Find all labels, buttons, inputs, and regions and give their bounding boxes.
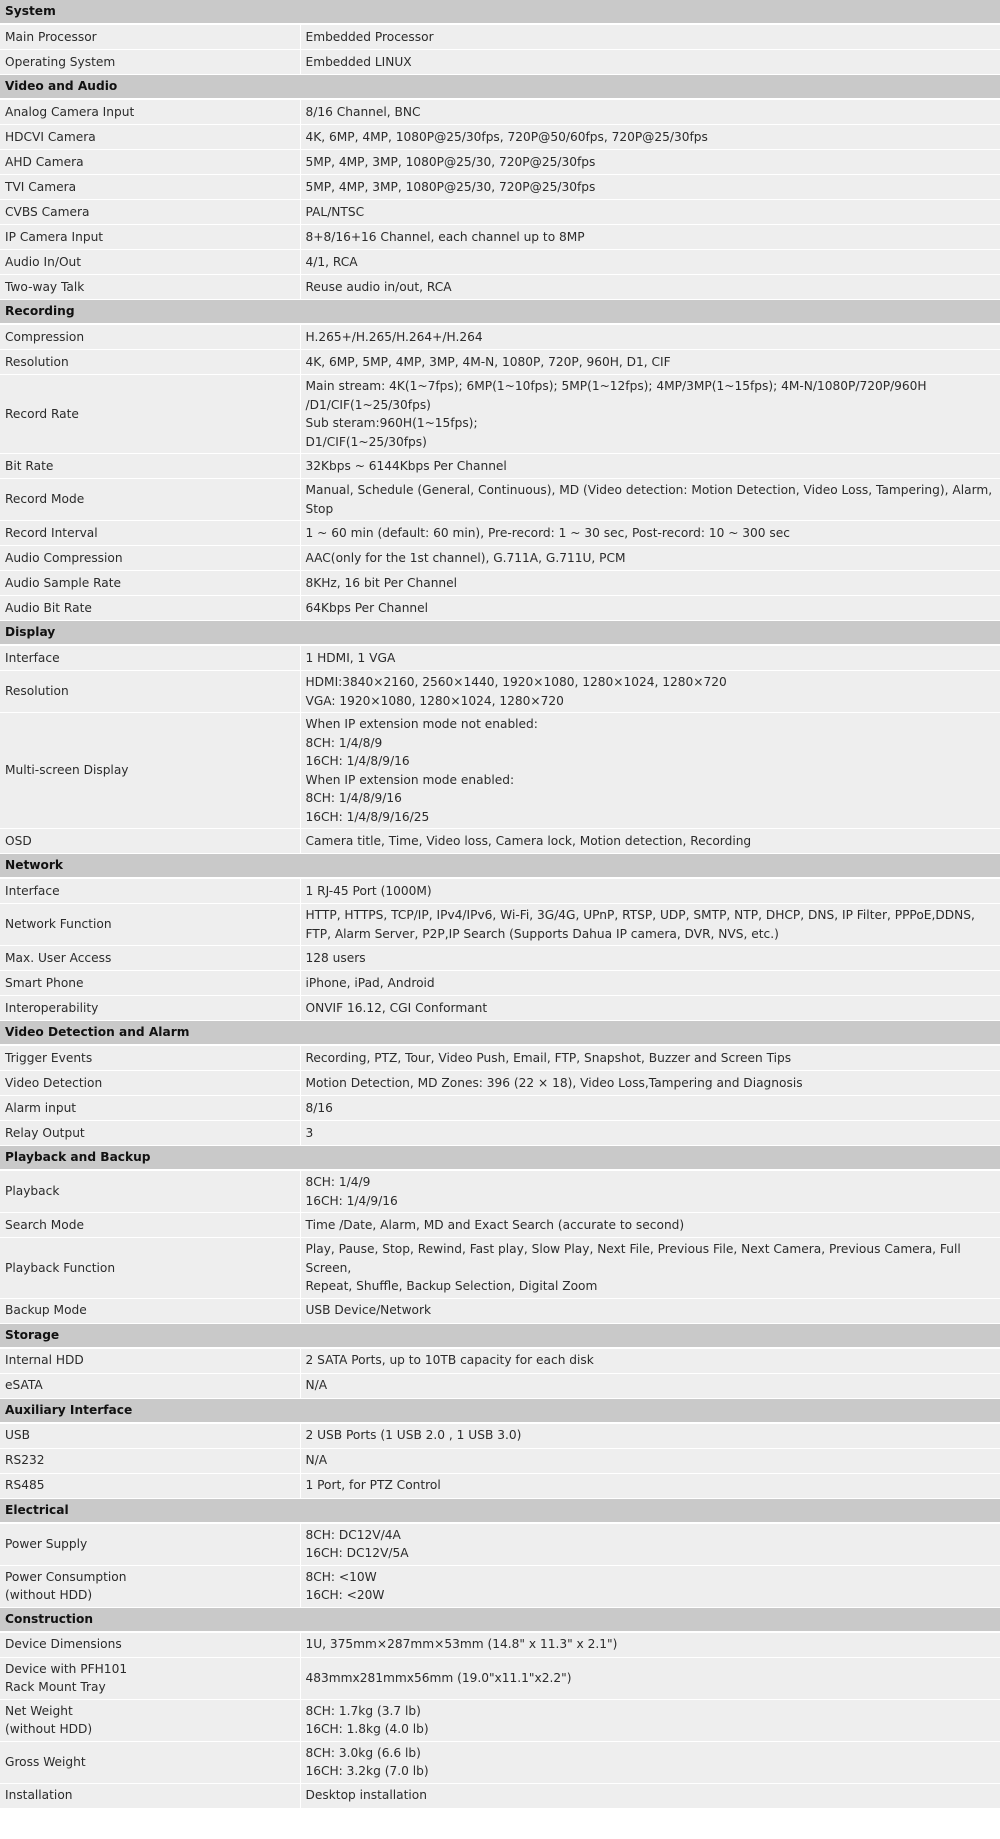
spec-value: AAC(only for the 1st channel), G.711A, G.711U, PCM [300,546,1000,571]
spec-value: Recording, PTZ, Tour, Video Push, Email, FTP, Snapshot, Buzzer and Screen Tips [300,1045,1000,1071]
spec-label: Device Dimensions [0,1632,300,1658]
spec-label: Search Mode [0,1213,300,1238]
spec-label: Device with PFH101 Rack Mount Tray [0,1657,300,1699]
spec-label: AHD Camera [0,150,300,175]
spec-label: Power Supply [0,1523,300,1566]
spec-label: Max. User Access [0,946,300,971]
spec-value: H.265+/H.265/H.264+/H.264 [300,324,1000,350]
spec-value: 8CH: <10W 16CH: <20W [300,1565,1000,1607]
spec-row [0,1170,1000,1213]
spec-value: 8+8/16+16 Channel, each channel up to 8MP [300,225,1000,250]
spec-label: Analog Camera Input [0,99,300,125]
spec-row [0,200,1000,225]
spec-label: Installation [0,1783,300,1808]
spec-label: IP Camera Input [0,225,300,250]
spec-label: Record Interval [0,521,300,546]
spec-label: Operating System [0,50,300,75]
spec-value: PAL/NTSC [300,200,1000,225]
spec-label: HDCVI Camera [0,125,300,150]
spec-label: Backup Mode [0,1298,300,1323]
spec-label: Compression [0,324,300,350]
spec-label: Playback [0,1170,300,1213]
spec-label: Net Weight (without HDD) [0,1699,300,1741]
spec-row [0,324,1000,350]
section-header-video-detection-and-alarm [0,1021,1000,1046]
spec-row [0,1699,1000,1741]
spec-value: 32Kbps ~ 6144Kbps Per Channel [300,454,1000,479]
spec-label: Resolution [0,350,300,375]
section-header-playback-and-backup [0,1146,1000,1171]
spec-row [0,996,1000,1021]
spec-label: Video Detection [0,1071,300,1096]
spec-label: Record Mode [0,479,300,521]
spec-label: Power Consumption (without HDD) [0,1565,300,1607]
spec-row [0,571,1000,596]
spec-value: 1 HDMI, 1 VGA [300,645,1000,671]
spec-value: 8CH: 3.0kg (6.6 lb) 16CH: 3.2kg (7.0 lb) [300,1741,1000,1783]
spec-row [0,1657,1000,1699]
spec-label: Audio In/Out [0,250,300,275]
spec-value: 4K, 6MP, 5MP, 4MP, 3MP, 4M-N, 1080P, 720P, 960H, D1, CIF [300,350,1000,375]
spec-value: Manual, Schedule (General, Continuous), MD (Video detection: Motion Detection, Video Loss, Tampering), Alarm, Stop [300,479,1000,521]
spec-label: Relay Output [0,1121,300,1146]
section-title: Electrical [0,1498,1000,1523]
spec-value: 8CH: 1.7kg (3.7 lb) 16CH: 1.8kg (4.0 lb) [300,1699,1000,1741]
spec-row [0,596,1000,621]
spec-row [0,1298,1000,1323]
spec-label: RS485 [0,1473,300,1498]
spec-value: 1 Port, for PTZ Control [300,1473,1000,1498]
spec-value: N/A [300,1448,1000,1473]
spec-value: 64Kbps Per Channel [300,596,1000,621]
section-title: Construction [0,1607,1000,1632]
spec-row [0,1213,1000,1238]
spec-value: Time /Date, Alarm, MD and Exact Search (accurate to second) [300,1213,1000,1238]
spec-label: eSATA [0,1373,300,1398]
spec-value: 8CH: 1/4/9 16CH: 1/4/9/16 [300,1170,1000,1213]
section-header-auxiliary-interface [0,1398,1000,1423]
section-header-electrical [0,1498,1000,1523]
spec-row [0,24,1000,50]
spec-label: Alarm input [0,1096,300,1121]
spec-row [0,645,1000,671]
spec-value: USB Device/Network [300,1298,1000,1323]
spec-row [0,946,1000,971]
spec-row [0,1096,1000,1121]
spec-label: Playback Function [0,1238,300,1299]
spec-value: 4K, 6MP, 4MP, 1080P@25/30fps, 720P@50/60fps, 720P@25/30fps [300,125,1000,150]
spec-row [0,671,1000,713]
spec-label: Network Function [0,904,300,946]
spec-value: 2 SATA Ports, up to 10TB capacity for each disk [300,1348,1000,1374]
spec-row [0,375,1000,454]
spec-label: Interface [0,645,300,671]
spec-row [0,454,1000,479]
spec-row [0,1632,1000,1658]
spec-row [0,904,1000,946]
spec-value: 4/1, RCA [300,250,1000,275]
spec-value: HDMI:3840×2160, 2560×1440, 1920×1080, 1280×1024, 1280×720 VGA: 1920×1080, 1280×1024, 1280×720 [300,671,1000,713]
spec-label: Trigger Events [0,1045,300,1071]
section-header-network [0,854,1000,879]
spec-value: 483mmx281mmx56mm (19.0"x11.1"x2.2") [300,1657,1000,1699]
spec-value: Motion Detection, MD Zones: 396 (22 × 18), Video Loss,Tampering and Diagnosis [300,1071,1000,1096]
spec-row [0,1448,1000,1473]
spec-value: 1U, 375mm×287mm×53mm (14.8" x 11.3" x 2.1") [300,1632,1000,1658]
spec-value: iPhone, iPad, Android [300,971,1000,996]
spec-label: Interface [0,878,300,904]
spec-row [0,829,1000,854]
spec-label: Resolution [0,671,300,713]
spec-value: 5MP, 4MP, 3MP, 1080P@25/30, 720P@25/30fps [300,175,1000,200]
spec-value: 1 RJ-45 Port (1000M) [300,878,1000,904]
section-header-storage [0,1323,1000,1348]
spec-value: 1 ~ 60 min (default: 60 min), Pre-record: 1 ~ 30 sec, Post-record: 10 ~ 300 sec [300,521,1000,546]
spec-value: 8/16 Channel, BNC [300,99,1000,125]
spec-label: USB [0,1423,300,1449]
spec-row [0,1473,1000,1498]
spec-row [0,1045,1000,1071]
section-title: Network [0,854,1000,879]
spec-row [0,225,1000,250]
spec-row [0,1783,1000,1808]
section-title: Recording [0,300,1000,325]
spec-value: 2 USB Ports (1 USB 2.0 , 1 USB 3.0) [300,1423,1000,1449]
section-title: Auxiliary Interface [0,1398,1000,1423]
spec-row [0,150,1000,175]
spec-row [0,250,1000,275]
spec-label: RS232 [0,1448,300,1473]
spec-value: Embedded Processor [300,24,1000,50]
spec-value: Camera title, Time, Video loss, Camera lock, Motion detection, Recording [300,829,1000,854]
spec-row [0,99,1000,125]
spec-value: 8CH: DC12V/4A 16CH: DC12V/5A [300,1523,1000,1566]
spec-row [0,479,1000,521]
spec-value: Embedded LINUX [300,50,1000,75]
spec-row [0,1373,1000,1398]
spec-row [0,1348,1000,1374]
spec-label: Internal HDD [0,1348,300,1374]
spec-value: 8KHz, 16 bit Per Channel [300,571,1000,596]
spec-row [0,1565,1000,1607]
spec-label: Gross Weight [0,1741,300,1783]
spec-row [0,521,1000,546]
spec-label: Multi-screen Display [0,713,300,829]
spec-value: Play, Pause, Stop, Rewind, Fast play, Slow Play, Next File, Previous File, Next Camera, Previous Camera, Full Screen, Repeat, Shuffle, Backup Selection, Digital Zoom [300,1238,1000,1299]
section-title: System [0,0,1000,24]
spec-value: ONVIF 16.12, CGI Conformant [300,996,1000,1021]
section-title: Storage [0,1323,1000,1348]
section-header-display [0,621,1000,646]
spec-label: CVBS Camera [0,200,300,225]
spec-row [0,1523,1000,1566]
spec-label: Interoperability [0,996,300,1021]
spec-row [0,878,1000,904]
spec-label: Audio Bit Rate [0,596,300,621]
spec-label: OSD [0,829,300,854]
spec-value: When IP extension mode not enabled: 8CH: 1/4/8/9 16CH: 1/4/8/9/16 When IP extension mode enabled: 8CH: 1/4/8/9/16 16CH: 1/4/8/9/16/25 [300,713,1000,829]
spec-row [0,350,1000,375]
section-header-system [0,0,1000,24]
spec-label: Smart Phone [0,971,300,996]
spec-label: Bit Rate [0,454,300,479]
spec-row [0,175,1000,200]
spec-row [0,1423,1000,1449]
section-header-construction [0,1607,1000,1632]
section-title: Video Detection and Alarm [0,1021,1000,1046]
spec-value: Main stream: 4K(1~7fps); 6MP(1~10fps); 5MP(1~12fps); 4MP/3MP(1~15fps); 4M-N/1080P/720P/960H /D1/CIF(1~25/30fps) Sub steram:960H(1~15fps); D1/CIF(1~25/30fps) [300,375,1000,454]
spec-row [0,50,1000,75]
section-header-recording [0,300,1000,325]
spec-value: 8/16 [300,1096,1000,1121]
spec-row [0,125,1000,150]
spec-label: Audio Compression [0,546,300,571]
spec-row [0,546,1000,571]
spec-value: Reuse audio in/out, RCA [300,275,1000,300]
spec-label: Two-way Talk [0,275,300,300]
spec-label: Record Rate [0,375,300,454]
section-title: Video and Audio [0,75,1000,100]
spec-row [0,713,1000,829]
spec-row [0,1121,1000,1146]
spec-value: N/A [300,1373,1000,1398]
spec-row [0,275,1000,300]
spec-row [0,1741,1000,1783]
spec-label: TVI Camera [0,175,300,200]
spec-row [0,1071,1000,1096]
spec-value: 128 users [300,946,1000,971]
section-title: Playback and Backup [0,1146,1000,1171]
spec-value: Desktop installation [300,1783,1000,1808]
spec-value: 5MP, 4MP, 3MP, 1080P@25/30, 720P@25/30fps [300,150,1000,175]
spec-row [0,971,1000,996]
spec-label: Audio Sample Rate [0,571,300,596]
spec-row [0,1238,1000,1299]
spec-value: 3 [300,1121,1000,1146]
spec-value: HTTP, HTTPS, TCP/IP, IPv4/IPv6, Wi-Fi, 3G/4G, UPnP, RTSP, UDP, SMTP, NTP, DHCP, DNS, IP Filter, PPPoE,DDNS, FTP, Alarm Server, P2P,IP Search (Supports Dahua IP camera, DVR, NVS, etc.) [300,904,1000,946]
section-header-video-and-audio [0,75,1000,100]
section-title: Display [0,621,1000,646]
spec-label: Main Processor [0,24,300,50]
